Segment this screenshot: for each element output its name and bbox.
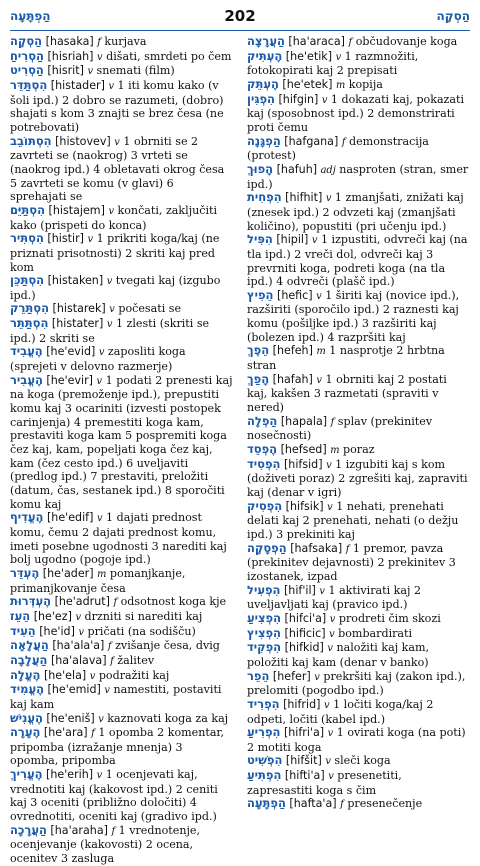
entry-definition: demonstracija (protest) xyxy=(247,134,429,163)
entry-headword: הִסְתִּיר xyxy=(10,231,44,246)
entry-transliteration: [he'adrut] xyxy=(54,595,110,609)
dictionary-entry xyxy=(247,35,470,50)
entry-transliteration: [histajem] xyxy=(48,203,105,217)
entry-grammar: v xyxy=(316,290,322,302)
entry-definition: 1 zlesti (skriti se ipd.) 2 skriti se xyxy=(10,317,210,345)
dictionary-entry xyxy=(247,50,470,78)
entry-grammar: f xyxy=(110,655,114,667)
entry-transliteration: [hisriah] xyxy=(47,49,94,63)
dictionary-entry xyxy=(247,163,470,191)
dictionary-entry xyxy=(10,50,233,65)
entry-headword: הִסְתַּיֵּם xyxy=(10,202,45,217)
entry-transliteration: [he'erih] xyxy=(46,768,94,782)
dictionary-entry xyxy=(10,317,233,345)
dictionary-entry xyxy=(247,726,470,754)
dictionary-entry xyxy=(10,64,233,79)
entry-headword: הַעֲלָאָה xyxy=(10,638,49,653)
entry-grammar: v xyxy=(106,276,113,288)
entry-transliteration: [ha'araca] xyxy=(288,35,345,48)
entry-grammar: v xyxy=(329,613,336,625)
entry-definition: počesati se xyxy=(118,302,182,316)
page-number: 202 xyxy=(224,7,256,25)
entry-grammar: f xyxy=(107,641,112,653)
entry-headword: הֵעִיד xyxy=(10,623,36,638)
entry-transliteration: [hifti'a] xyxy=(284,769,325,783)
entry-grammar: v xyxy=(96,375,103,387)
entry-definition: 1 ocenjevati kaj, vrednotiti kaj (kakovost ipd.) 2 ceniti kaj 3 oceniti (približno določiti) 4 ovrednotiti, oceniti kaj (gradivo ipd.) xyxy=(10,768,218,824)
entry-definition: zvišanje česa, dvig xyxy=(115,639,220,653)
dictionary-entry xyxy=(247,500,470,542)
entry-transliteration: [hifkid] xyxy=(284,641,324,655)
entry-grammar: f xyxy=(330,416,335,428)
entry-grammar: f xyxy=(345,543,350,555)
entry-definition: 1 podati 2 prenesti kaj na koga (premoženje ipd.), prepustiti komu kaj 3 ocariniti (izvesti postopek carinjenja) 4 premestiti koga kam, prestaviti koga kam 5 pospremiti koga čez kaj, kam, popeljati koga čez kaj, kam (čez cesto ipd.) 6 uveljaviti (predlog ipd.) 7 prestaviti, preložiti (datum, čas, sestanek ipd.) 8 sporočiti komu kaj xyxy=(10,373,233,511)
entry-transliteration: [hafta'a] xyxy=(289,797,337,811)
entry-definition: zaposliti koga (sprejeti v delovno razmerje) xyxy=(10,345,186,374)
entry-headword: הַפְגָּנָה xyxy=(247,133,281,148)
page-header xyxy=(10,6,470,31)
entry-transliteration: [hif'il] xyxy=(283,583,316,597)
entry-transliteration: [hifci'a] xyxy=(284,611,327,625)
entry-transliteration: [he'ara] xyxy=(43,726,88,740)
entry-transliteration: [hifsid] xyxy=(283,457,323,471)
entry-definition: tvegati kaj (izgubo ipd.) xyxy=(10,274,221,302)
dictionary-entry xyxy=(247,289,470,345)
entry-headword: הַעֲרָכָה xyxy=(10,822,47,837)
entry-transliteration: [hefeh] xyxy=(272,344,313,358)
dictionary-entry xyxy=(10,768,233,824)
entry-grammar: v xyxy=(311,235,318,247)
entry-transliteration: [hifsik] xyxy=(285,499,324,513)
entry-definition: 1 dokazati kaj, pokazati kaj (sposobnost ipd.) 2 demonstrirati proti čemu xyxy=(247,92,465,134)
entry-headword: הִסְתַּרֵק xyxy=(10,301,49,316)
dictionary-entry xyxy=(10,683,233,711)
entry-definition: presenečenje xyxy=(347,797,423,811)
entry-grammar: m xyxy=(330,445,340,457)
entry-grammar: v xyxy=(96,513,103,525)
entry-definition: 1 aktivirati kaj 2 uveljavljati kaj (pravico ipd.) xyxy=(247,583,422,612)
entry-headword: הֶפְסֵד xyxy=(247,442,278,457)
dictionary-entry xyxy=(10,345,233,373)
entry-headword: הִפְצִיעַ xyxy=(247,610,282,625)
entry-definition: nasproten (stran, smer ipd.) xyxy=(247,162,469,191)
entry-grammar: f xyxy=(91,728,95,740)
entry-definition: 1 ločiti koga/kaj 2 odpeti, ločiti (kabel ipd.) xyxy=(247,697,434,726)
entry-definition: 1 opomba 2 komentar, pripomba (izražanje mnenja) 3 opomba, pripomba xyxy=(10,726,225,768)
entry-grammar: v xyxy=(329,628,335,640)
entry-definition: 1 izpustiti, odvreči kaj (na tla ipd.) 2 vreči dol, odvreči kaj 3 prevrniti koga, podreti koga (na tla ipd.) 4 odvreči (plašč ipd.) xyxy=(247,233,468,289)
entry-headword: הִפְסִיק xyxy=(247,498,283,513)
entry-grammar: m xyxy=(335,79,346,91)
entry-grammar: v xyxy=(316,374,322,386)
entry-grammar: m xyxy=(316,346,326,358)
entry-definition: prekršiti kaj (zakon ipd.), prelomiti (pogodbo ipd.) xyxy=(247,669,466,698)
entry-definition: sleči koga xyxy=(334,754,391,768)
entry-headword: הֶעְתִּיק xyxy=(247,48,283,63)
entry-grammar: v xyxy=(87,234,94,246)
entry-definition: dišati, smrdeti po čem xyxy=(106,49,232,63)
entry-grammar: v xyxy=(96,770,103,782)
right-column xyxy=(247,35,470,866)
entry-grammar: v xyxy=(87,66,93,78)
entry-headword: הַסְקָה xyxy=(10,34,43,48)
entry-grammar: v xyxy=(326,459,332,471)
entry-definition: občudovanje koga xyxy=(355,35,458,48)
entry-headword: הִסְתּוֹבֵב xyxy=(10,133,52,148)
entry-transliteration: [hasaka] xyxy=(45,35,94,48)
entry-headword: הֵפֵר xyxy=(247,668,270,683)
entry-transliteration: [he'ader] xyxy=(42,566,94,580)
entry-headword: הֵפֶךְ xyxy=(247,343,270,358)
dictionary-entry xyxy=(247,443,470,458)
entry-definition: 1 iti komu kako (v šoli ipd.) 2 dobro se razumeti, (dobro) shajati s kom 3 znajti se brez česa (ne potrebovati) xyxy=(10,78,224,134)
entry-transliteration: [hifri'a] xyxy=(283,726,325,740)
entry-headword: הִפְצִיץ xyxy=(247,625,281,640)
dictionary-entry xyxy=(10,302,233,317)
entry-headword: הַעֲלָבָה xyxy=(10,652,48,667)
entry-transliteration: [histir] xyxy=(47,232,84,246)
entry-grammar: f xyxy=(113,597,118,609)
entry-transliteration: [hefic] xyxy=(277,288,313,302)
dictionary-entry xyxy=(10,824,233,866)
entry-grammar: v xyxy=(106,319,113,331)
entry-definition: kopija xyxy=(348,77,383,91)
entry-grammar: v xyxy=(78,626,84,638)
entry-grammar: v xyxy=(108,80,115,92)
entry-headword: הֶעֱבִיר xyxy=(10,372,43,387)
entry-headword: הִסְתַּכֵּן xyxy=(10,273,45,288)
entry-grammar: v xyxy=(75,611,81,623)
dictionary-entry xyxy=(247,797,470,812)
dictionary-entry xyxy=(10,567,233,595)
last-headword: הַפְתָּעָה xyxy=(10,9,51,23)
entry-grammar: v xyxy=(323,699,330,711)
entry-headword: הִפְחִית xyxy=(247,190,282,205)
dictionary-entry xyxy=(247,373,470,415)
entry-headword: הִפְרִיעַ xyxy=(247,725,281,740)
entry-grammar: v xyxy=(328,771,334,783)
entry-transliteration: [histater] xyxy=(51,317,104,331)
dictionary-entry xyxy=(247,698,470,726)
entry-definition: pričati (na sodišču) xyxy=(87,624,196,638)
entry-grammar: v xyxy=(335,51,342,63)
entry-grammar: m xyxy=(97,568,107,580)
entry-headword: הַעֲרָצָה xyxy=(247,34,285,48)
dictionary-entry xyxy=(10,135,233,204)
entry-transliteration: [he'evid] xyxy=(46,345,96,359)
entry-definition: 1 izgubiti kaj s kom (doživeti poraz) 2 zgrešiti kaj, zapraviti kaj (denar v igri) xyxy=(247,457,468,499)
entry-headword: הַפְתָּעָה xyxy=(247,796,286,811)
entry-headword: הֵעֵז xyxy=(10,608,31,623)
entry-definition: 1 nehati, prenehati delati kaj 2 prenehati, nehati (o dežju ipd.) 3 prekiniti kaj xyxy=(247,499,459,541)
dictionary-entry xyxy=(10,610,233,625)
entry-headword: הֶעְתֵּק xyxy=(247,76,279,91)
entry-definition: 1 nasprotje 2 hrbtna stran xyxy=(247,344,445,373)
entry-grammar: f xyxy=(340,799,344,811)
entry-headword: הֶעֱדִיף xyxy=(10,510,44,525)
entry-transliteration: [he'emid] xyxy=(47,683,101,697)
dictionary-entry xyxy=(247,612,470,627)
entry-grammar: v xyxy=(319,585,325,597)
entry-grammar: v xyxy=(114,136,120,148)
dictionary-entry xyxy=(10,79,233,135)
dictionary-entry xyxy=(10,35,233,50)
dictionary-entry xyxy=(247,769,470,797)
entry-grammar: v xyxy=(104,685,110,697)
dictionary-entry xyxy=(247,670,470,698)
entry-transliteration: [he'ez] xyxy=(33,609,72,623)
entry-transliteration: [hafgana] xyxy=(284,134,339,148)
entry-grammar: v xyxy=(108,205,114,217)
left-column xyxy=(10,35,233,866)
entry-transliteration: [ha'araha] xyxy=(50,823,108,837)
entry-headword: הֶעֱלָה xyxy=(10,667,41,682)
entry-transliteration: [histarek] xyxy=(52,302,106,316)
entry-grammar: v xyxy=(327,643,333,655)
entry-definition: naložiti kaj kam, položiti kaj kam (denar v banko) xyxy=(247,641,430,669)
first-headword: הַסְקָה xyxy=(436,9,470,23)
entry-transliteration: [hefsed] xyxy=(280,443,327,457)
entry-transliteration: [ha'alava] xyxy=(50,653,107,667)
entry-transliteration: [hafah] xyxy=(272,372,313,386)
entry-transliteration: [histader] xyxy=(50,78,105,92)
entry-definition: drzniti si narediti kaj xyxy=(84,609,203,623)
dictionary-entry xyxy=(247,542,470,584)
dictionary-entry xyxy=(10,274,233,302)
entry-headword: הִפְרִיד xyxy=(247,696,280,711)
entry-definition: 1 razmnožiti, fotokopirati kaj 2 prepisati xyxy=(247,49,419,78)
entry-headword: הֶעֱרִיךְ xyxy=(10,767,43,782)
entry-transliteration: [hifšit] xyxy=(285,754,322,768)
dictionary-entry xyxy=(10,669,233,684)
entry-headword: הַפְסָקָה xyxy=(247,540,287,555)
entry-grammar: v xyxy=(314,671,320,683)
entry-headword: הֶעְדֵּר xyxy=(10,565,40,580)
dictionary-entry xyxy=(10,625,233,640)
entry-grammar: v xyxy=(327,501,333,513)
entry-headword: הִפְעִיל xyxy=(247,582,281,597)
entry-headword: הַסְרִיחַ xyxy=(10,48,44,63)
entry-grammar: v xyxy=(109,304,115,316)
dictionary-entry xyxy=(10,639,233,654)
entry-headword: הָפוּךְ xyxy=(247,161,274,176)
entry-definition: 1 širiti kaj (novice ipd.), razširiti (sporočilo ipd.) 2 raznesti kaj komu (pošiljke ipd.) 3 razširiti kaj (bolezen ipd.) 4 razpršiti kaj xyxy=(247,288,460,344)
dictionary-entry xyxy=(247,754,470,769)
entry-headword: הִפְקִיד xyxy=(247,640,282,655)
entry-grammar: f xyxy=(97,37,101,48)
dictionary-entry xyxy=(10,712,233,727)
entry-headword: הִסְתַּתֵּר xyxy=(10,316,49,331)
entry-headword: הִפְתִּיעַ xyxy=(247,768,282,783)
entry-headword: הִפְסִיד xyxy=(247,456,281,471)
entry-headword: הֵפִיץ xyxy=(247,287,274,302)
entry-definition: prodreti čim skozi xyxy=(338,611,441,625)
entry-transliteration: [hafuh] xyxy=(276,162,318,176)
dictionary-entry xyxy=(10,726,233,768)
entry-grammar: f xyxy=(348,37,353,48)
dictionary-entry xyxy=(10,204,233,232)
entry-headword: הֶעֱמִיד xyxy=(10,682,45,697)
entry-grammar: f xyxy=(341,136,346,148)
entry-definition: namestiti, postaviti kaj kam xyxy=(10,683,222,711)
entry-definition: podražiti kaj xyxy=(98,668,170,682)
entry-definition: kaznovati koga za kaj xyxy=(107,711,229,725)
entry-definition: končati, zaključiti kako (prispeti do konca) xyxy=(10,203,218,232)
entry-transliteration: [he'ela] xyxy=(43,668,87,682)
entry-grammar: adj xyxy=(320,164,336,176)
entry-grammar: v xyxy=(97,51,103,63)
dictionary-entry xyxy=(247,191,470,233)
entry-grammar: v xyxy=(321,94,328,106)
entry-definition: 1 prikriti koga/kaj (ne priznati prisotnosti) 2 skriti kaj pred kom xyxy=(10,232,220,274)
entry-transliteration: [hifhit] xyxy=(285,191,323,205)
entry-transliteration: [he'edif] xyxy=(46,511,94,525)
entry-definition: presenetiti, zapresastiti koga s čim xyxy=(247,769,402,797)
entry-transliteration: [he'eniš] xyxy=(46,711,95,725)
dictionary-entry xyxy=(247,233,470,289)
entry-transliteration: [hificic] xyxy=(284,626,326,640)
entry-definition: odsotnost koga kje xyxy=(120,595,227,609)
dictionary-entry xyxy=(247,78,470,93)
dictionary-entry xyxy=(10,654,233,669)
dictionary-entry xyxy=(247,135,470,163)
entry-columns xyxy=(10,35,470,866)
entry-definition: kurjava xyxy=(104,35,147,48)
entry-definition: 1 zmanjšati, znižati kaj (znesek ipd.) 2 odvzeti kaj (zmanjšati količino), popustiti (pri učenju ipd.) xyxy=(247,191,464,233)
entry-definition: žalitev xyxy=(117,653,155,667)
entry-definition: 1 dajati prednost komu, čemu 2 dajati prednost komu, imeti posebne ugodnosti 3 narediti kaj bolj ugodno (pogoje ipd.) xyxy=(10,511,227,567)
entry-grammar: f xyxy=(111,825,116,837)
entry-transliteration: [hipil] xyxy=(276,233,309,247)
entry-transliteration: [hefer] xyxy=(272,669,311,683)
dictionary-entry xyxy=(10,511,233,567)
entry-transliteration: [ha'ala'a] xyxy=(52,639,105,653)
dictionary-entry xyxy=(247,584,470,612)
entry-transliteration: [he'etik] xyxy=(285,49,333,63)
dictionary-entry xyxy=(247,415,470,443)
entry-headword: הִפְגִּין xyxy=(247,91,275,106)
entry-grammar: v xyxy=(327,728,334,740)
entry-definition: splav (prekinitev nosečnosti) xyxy=(247,414,433,443)
entry-grammar: v xyxy=(325,193,332,205)
entry-grammar: v xyxy=(98,347,105,359)
entry-definition: pomanjkanje, primanjkovanje česa xyxy=(10,566,186,595)
entry-headword: הַפְלָה xyxy=(247,413,278,428)
entry-definition: 1 premor, pavza (prekinitev dejavnosti) 2 prekinitev 3 izostanek, izpad xyxy=(247,541,456,583)
dictionary-entry xyxy=(10,232,233,274)
dictionary-entry xyxy=(247,344,470,372)
entry-headword: הֶעֱבִיד xyxy=(10,344,43,359)
entry-definition: 1 obrniti se 2 zavrteti se (naokrog) 3 vrteti se (naokrog ipd.) 4 obletavati okrog česa 5 zavrteti se komu (v glavi) 6 sprehajati se xyxy=(10,134,225,204)
dictionary-entry xyxy=(247,93,470,135)
entry-definition: snemati (film) xyxy=(96,64,175,78)
entry-grammar: v xyxy=(89,670,96,682)
entry-transliteration: [hapala] xyxy=(280,414,328,428)
entry-transliteration: [he'evir] xyxy=(46,373,94,387)
dictionary-entry xyxy=(247,458,470,500)
entry-transliteration: [histaken] xyxy=(47,274,104,288)
entry-definition: 1 vrednotenje, ocenjevanje (kakovosti) 2 ocena, ocenitev 3 zasluga xyxy=(10,823,201,866)
entry-definition: poraz xyxy=(343,443,375,457)
entry-grammar: v xyxy=(325,756,331,768)
dictionary-entry xyxy=(247,627,470,642)
entry-headword: הִפִּיל xyxy=(247,232,273,247)
entry-transliteration: [histovev] xyxy=(55,134,111,148)
entry-transliteration: [hafsaka] xyxy=(290,541,343,555)
entry-headword: הֶעֱנִישׁ xyxy=(10,710,43,725)
entry-headword: הָפַךְ xyxy=(247,371,270,386)
entry-definition: 1 ovirati koga (na poti) 2 motiti koga xyxy=(247,726,466,754)
dictionary-entry xyxy=(247,641,470,669)
entry-headword: הֶעְדְּרוּת xyxy=(10,594,52,609)
entry-definition: bombardirati xyxy=(338,626,413,640)
entry-definition: 1 obrniti kaj 2 postati kaj, kakšen 3 razmetati (spraviti v nered) xyxy=(247,372,447,415)
entry-headword: הַסְרִיט xyxy=(10,63,44,78)
entry-transliteration: [hisrit] xyxy=(47,64,84,78)
entry-transliteration: [hifgin] xyxy=(278,92,319,106)
entry-transliteration: [he'id] xyxy=(39,624,75,638)
entry-headword: הִפְשִׁיט xyxy=(247,753,283,768)
dictionary-entry xyxy=(10,595,233,610)
entry-grammar: v xyxy=(98,713,104,725)
entry-headword: הִסְתַּדֵּר xyxy=(10,77,48,92)
entry-transliteration: [he'etek] xyxy=(282,77,333,91)
dictionary-entry xyxy=(10,374,233,512)
entry-transliteration: [hifrid] xyxy=(283,697,321,711)
entry-headword: הֶעָרָה xyxy=(10,725,41,740)
